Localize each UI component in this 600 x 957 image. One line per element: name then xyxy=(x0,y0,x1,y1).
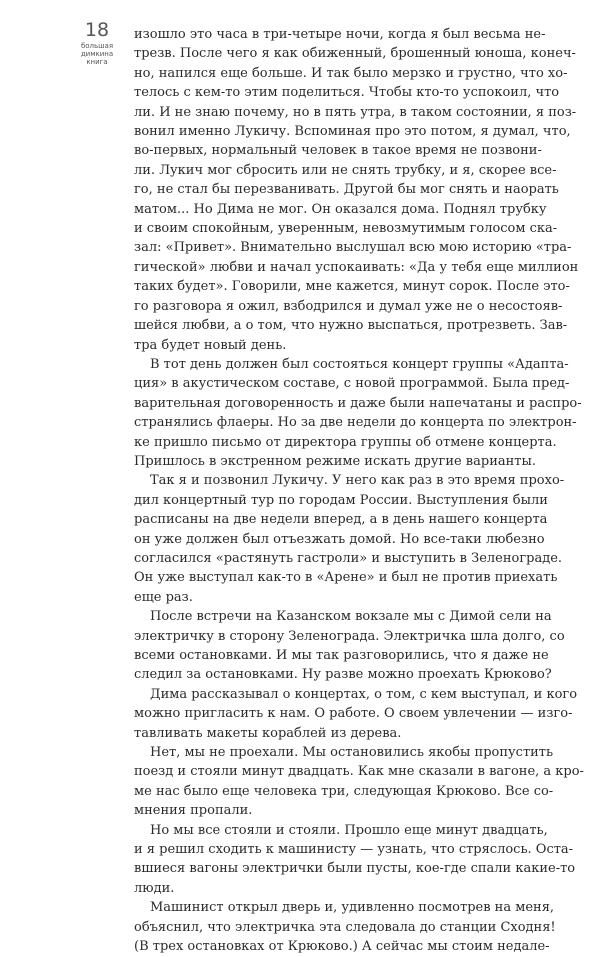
text-line: он уже должен был отъезжать домой. Но все-таки любезно xyxy=(134,531,545,547)
text-line: После встречи на Казанском вокзале мы с Димой сели на xyxy=(150,609,552,625)
text-line: электричку в сторону Зеленограда. Электричка шла долго, со xyxy=(134,628,565,644)
body-text xyxy=(134,25,584,957)
text-line: зал: «Привет». Внимательно выслушал всю мою историю «тра- xyxy=(134,240,572,256)
text-line: ли. Лукич мог сбросить или не снять трубку, и я, скорее все- xyxy=(134,162,557,178)
text-line: люди. xyxy=(134,880,175,896)
text-line: таких будет». Говорили, мне кажется, минут сорок. После это- xyxy=(134,279,570,295)
text-line: трезв. После чего я как обиженный, брошенный юноша, конеч- xyxy=(134,46,576,62)
text-line: вшиеся вагоны электрички были пусты, кое-где спали какие-то xyxy=(134,861,576,877)
text-line: ли. И не знаю почему, но в пять утра, в таком состоянии, я поз- xyxy=(134,104,577,120)
text-line: го, не стал бы перезванивать. Другой бы мог снять и наорать xyxy=(134,182,559,198)
text-line: Но мы все стояли и стояли. Прошло еще минут двадцать, xyxy=(150,822,548,838)
paragraph xyxy=(134,355,582,471)
paragraph xyxy=(134,471,565,607)
text-line: ке пришло письмо от директора группы об отмене концерта. xyxy=(134,434,557,450)
paragraph xyxy=(134,607,565,685)
running-head: большая димкина книга xyxy=(80,42,114,66)
text-line: Так я и позвонил Лукичу. У него как раз в это время прохо- xyxy=(150,473,565,489)
text-line: и своим спокойным, уверенным, невозмутимым голосом ска- xyxy=(134,221,558,237)
text-line: ме нас было еще человека три, следующая Крюково. Все со- xyxy=(134,783,554,799)
text-line: следил за остановками. Ну разве можно проехать Крюково? xyxy=(134,667,552,683)
page-margin xyxy=(68,20,126,66)
text-line: изошло это часа в три-четыре ночи, когда я был весьма не- xyxy=(134,27,546,42)
text-line: тра будет новый день. xyxy=(134,337,287,353)
text-line: дил концертный тур по городам России. Выступления были xyxy=(134,492,548,508)
text-line: ция» в акустическом составе, с новой программой. Была пред- xyxy=(134,376,570,392)
paragraph xyxy=(134,898,556,956)
text-line: Дима рассказывал о концертах, о том, с кем выступал, и кого xyxy=(150,686,578,702)
paragraph xyxy=(134,685,578,743)
text-line: В тот день должен был состояться концерт группы «Адапта- xyxy=(150,356,569,372)
page-number: 18 xyxy=(84,19,110,41)
text-line: телось с кем-то этим поделиться. Чтобы кто-то успокоил, что xyxy=(134,85,560,101)
text-line: вонил именно Лукичу. Вспоминая про это потом, я думал, что, xyxy=(134,124,571,140)
text-line: еще раз. xyxy=(134,589,193,605)
text-line: объяснил, что электричка эта следовала до станции Сходня! xyxy=(134,919,556,935)
text-line: и я решил сходить к машинисту — узнать, что стряслось. Оста- xyxy=(134,842,574,858)
text-line: можно пригласить к нам. О работе. О своем увлечении — изго- xyxy=(134,706,573,722)
paragraph xyxy=(134,821,576,899)
text-line: Он уже выступал как-то в «Арене» и был не против приехать xyxy=(134,570,558,586)
paragraph xyxy=(134,25,579,355)
paragraph xyxy=(134,743,584,821)
text-line: (В трех остановках от Крюково.) А сейчас мы стоим недале- xyxy=(134,939,550,955)
text-line: согласился «растянуть гастроли» и выступить в Зеленограде. xyxy=(134,550,563,566)
text-line: Машинист открыл дверь и, удивленно посмотрев на меня, xyxy=(150,900,555,916)
text-line: мнения пропали. xyxy=(134,803,253,819)
text-line: поезд и стояли минут двадцать. Как мне сказали в вагоне, а кро- xyxy=(134,764,584,780)
text-line: матом... Но Дима не мог. Он оказался дома. Поднял трубку xyxy=(134,201,547,217)
text-line: гической» любви и начал успокаивать: «Да у тебя еще миллион xyxy=(134,259,579,275)
text-line: но, напился еще больше. И так было мерзко и грустно, что хо- xyxy=(134,65,568,81)
text-line: Пришлось в экстренном режиме искать другие варианты. xyxy=(134,453,536,469)
text-line: во-первых, нормальный человек в такое время не позвони- xyxy=(134,143,542,159)
text-line: расписаны на две недели вперед, а в день нашего концерта xyxy=(134,512,548,528)
text-line: странялись флаеры. Но за две недели до концерта по электрон- xyxy=(134,415,577,431)
text-line: всеми остановками. И мы так разговорились, что я даже не xyxy=(134,648,549,663)
text-line: Нет, мы не проехали. Мы остановились якобы пропустить xyxy=(150,745,554,761)
text-line: шейся любви, а о том, что нужно выспаться, протрезветь. Зав- xyxy=(134,318,568,334)
text-line: варительная договоренность и даже были напечатаны и распро- xyxy=(134,395,582,411)
text-line: тавливать макеты кораблей из дерева. xyxy=(134,725,402,741)
text-line: го разговора я ожил, взбодрился и думал уже не о несостояв- xyxy=(134,298,563,314)
